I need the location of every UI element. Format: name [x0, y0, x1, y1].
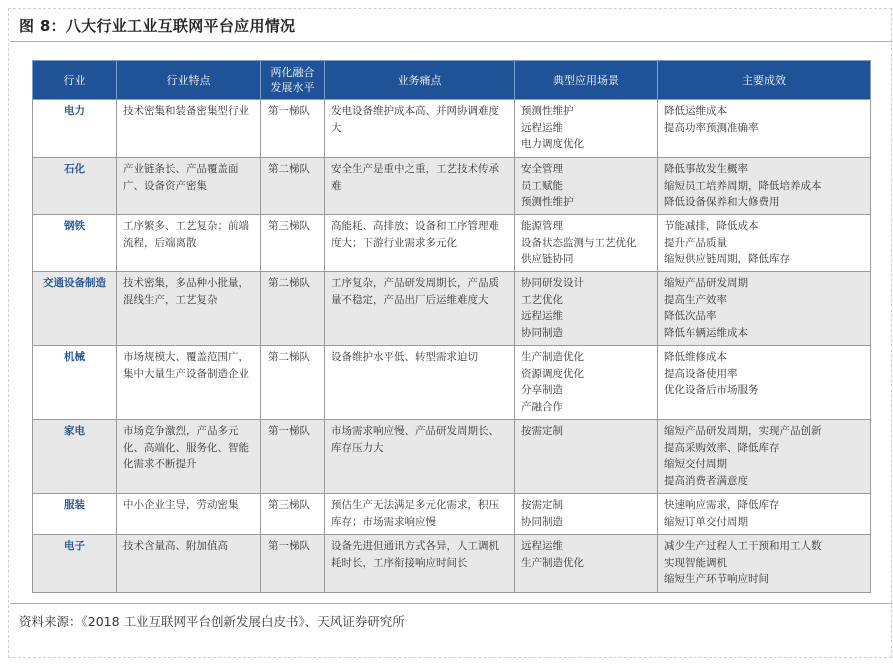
features-cell: 市场规模大、覆盖范围广，集中大量生产设备制造企业 — [117, 346, 261, 420]
table-row — [33, 420, 871, 494]
level-cell: 第二梯队 — [261, 346, 325, 420]
level-cell: 第一梯队 — [261, 100, 325, 158]
table-row — [33, 158, 871, 215]
features-cell: 产业链条长、产品覆盖面广、设备资产密集 — [117, 158, 261, 215]
industry-cell: 交通设备制造 — [33, 272, 117, 346]
level-cell: 第二梯队 — [261, 158, 325, 215]
pain-points-cell: 发电设备维护成本高、并网协调难度大 — [325, 100, 515, 158]
scenarios-cell: 预测性维护 远程运维 电力调度优化 — [515, 100, 658, 158]
title-divider — [10, 41, 892, 42]
scenarios-cell: 远程运维 生产制造优化 — [515, 535, 658, 593]
industry-cell: 电力 — [33, 100, 117, 158]
results-cell: 降低维修成本 提高设备使用率 优化设备后市场服务 — [658, 346, 871, 420]
level-cell: 第三梯队 — [261, 494, 325, 535]
features-cell: 市场竞争激烈，产品多元化、高端化、服务化、智能化需求不断提升 — [117, 420, 261, 494]
features-cell: 技术密集，多品种小批量，混线生产，工艺复杂 — [117, 272, 261, 346]
industry-cell: 石化 — [33, 158, 117, 215]
table-row — [33, 100, 871, 158]
industry-cell: 服装 — [33, 494, 117, 535]
results-cell: 节能减排，降低成本 提升产品质量 缩短供应链周期，降低库存 — [658, 215, 871, 272]
pain-points-cell: 市场需求响应慢、产品研发周期长、库存压力大 — [325, 420, 515, 494]
pain-points-cell: 预估生产无法满足多元化需求，积压库存；市场需求响应慢 — [325, 494, 515, 535]
pain-points-cell: 安全生产是重中之重，工艺技术传承难 — [325, 158, 515, 215]
source-divider — [10, 603, 892, 604]
header-integration-level: 两化融合 发展水平 — [261, 61, 325, 100]
results-cell: 缩短产品研发周期，实现产品创新 提高采购效率、降低库存 缩短交付周期 提高消费者满意度 — [658, 420, 871, 494]
features-cell: 中小企业主导，劳动密集 — [117, 494, 261, 535]
scenarios-cell: 安全管理 员工赋能 预测性维护 — [515, 158, 658, 215]
scenarios-cell: 按需定制 — [515, 420, 658, 494]
table-row — [33, 272, 871, 346]
results-cell: 缩短产品研发周期 提高生产效率 降低次品率 降低车辆运维成本 — [658, 272, 871, 346]
header-industry: 行业 — [33, 61, 117, 100]
table-row — [33, 346, 871, 420]
header-results: 主要成效 — [658, 61, 871, 100]
scenarios-cell: 能源管理 设备状态监测与工艺优化 供应链协同 — [515, 215, 658, 272]
pain-points-cell: 设备维护水平低、转型需求迫切 — [325, 346, 515, 420]
features-cell: 工序繁多、工艺复杂；前端流程，后端离散 — [117, 215, 261, 272]
features-cell: 技术密集和装备密集型行业 — [117, 100, 261, 158]
industry-cell: 机械 — [33, 346, 117, 420]
results-cell: 减少生产过程人工干预和用工人数 实现智能调机 缩短生产环节响应时间 — [658, 535, 871, 593]
results-cell: 降低事故发生概率 缩短员工培养周期，降低培养成本 降低设备保养和大修费用 — [658, 158, 871, 215]
scenarios-cell: 生产制造优化 资源调度优化 分享制造 产融合作 — [515, 346, 658, 420]
level-cell: 第二梯队 — [261, 272, 325, 346]
table-row — [33, 494, 871, 535]
pain-points-cell: 高能耗、高排放；设备和工序管理难度大；下游行业需求多元化 — [325, 215, 515, 272]
header-features: 行业特点 — [117, 61, 261, 100]
industry-cell: 钢铁 — [33, 215, 117, 272]
level-cell: 第一梯队 — [261, 420, 325, 494]
scenarios-cell: 按需定制 协同制造 — [515, 494, 658, 535]
industry-cell: 电子 — [33, 535, 117, 593]
table-row — [33, 535, 871, 593]
scenarios-cell: 协同研发设计 工艺优化 远程运维 协同制造 — [515, 272, 658, 346]
pain-points-cell: 工序复杂，产品研发周期长，产品质量不稳定，产品出厂后运维难度大 — [325, 272, 515, 346]
results-cell: 快速响应需求，降低库存 缩短订单交付周期 — [658, 494, 871, 535]
level-cell: 第一梯队 — [261, 535, 325, 593]
pain-points-cell: 设备先进但通讯方式各异，人工调机耗时长，工序衔接响应时间长 — [325, 535, 515, 593]
figure-title: 图 8：八大行业工业互联网平台应用情况 — [19, 17, 296, 35]
table-row — [33, 215, 871, 272]
source-note: 资料来源：《2018 工业互联网平台创新发展白皮书》、天风证券研究所 — [19, 614, 405, 629]
level-cell: 第三梯队 — [261, 215, 325, 272]
header-scenarios: 典型应用场景 — [515, 61, 658, 100]
results-cell: 降低运维成本 提高功率预测准确率 — [658, 100, 871, 158]
industry-cell: 家电 — [33, 420, 117, 494]
features-cell: 技术含量高、附加值高 — [117, 535, 261, 593]
table-header-row — [33, 61, 871, 100]
header-pain-points: 业务痛点 — [325, 61, 515, 100]
industry-table — [32, 60, 871, 593]
